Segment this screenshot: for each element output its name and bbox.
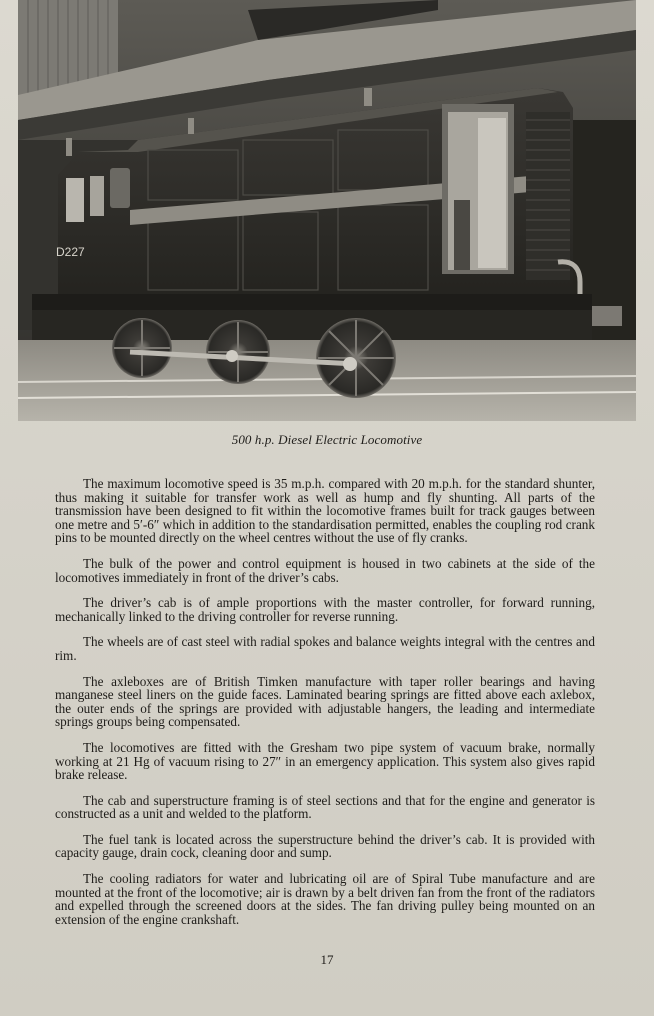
page-number: 17 — [320, 952, 334, 967]
paragraph-power-equipment: The bulk of the power and control equipment is housed in two cabinets at the side of the locomotives immediately in front of the driver’s cabs. — [55, 555, 595, 585]
locomotive-photograph — [18, 0, 636, 421]
paragraph-framing: The cab and superstructure framing is of steel sections and that for the engine and generator is constructed as a unit and welded to the platform. — [55, 792, 595, 822]
paragraph-axleboxes: The axleboxes are of British Timken manufacture with taper roller bearings and having manganese steel liners on the guide faces. Laminated bearing springs are fitted above each axlebox, the outer ends of the springs are provided with adjustable hangers, the leading and intermediate springs groups being compensated. — [55, 673, 595, 730]
body-text — [55, 477, 595, 938]
number-plate-text: D227 — [56, 245, 85, 259]
photo-caption: 500 h.p. Diesel Electric Locomotive — [231, 432, 423, 447]
paragraph-drivers-cab: The driver’s cab is of ample proportions with the master controller, for forward running, mechanically linked to the driving controller for reverse running. — [55, 595, 595, 624]
paragraph-speed: The maximum locomotive speed is 35 m.p.h. compared with 20 m.p.h. for the standard shunter, thus making it suitable for transfer work as well as hump and fly shunting. All parts of the transmission have been designed to fit within the locomotive frames built for track gauges between one metre and 5′-6″ which in addition to the standardisation permitted, enables the coupling rod crank pins to be mounted directly on the wheel centres without the use of fly cranks. — [55, 476, 595, 546]
paragraph-brakes: The locomotives are fitted with the Gresham two pipe system of vacuum brake, normally working at 21 Hg of vacuum rising to 27″ in an emergency application. This system also gives rapid brake release. — [55, 739, 595, 783]
paragraph-fuel-tank: The fuel tank is located across the superstructure behind the driver’s cab. It is provided with capacity gauge, drain cock, cleaning door and sump. — [55, 831, 595, 861]
paragraph-cooling: The cooling radiators for water and lubricating oil are of Spiral Tube manufacture and are mounted at the front of the locomotive; air is drawn by a belt driven fan from the front of the radiators and expelled through the screened doors at the sides. The fan driving pulley being mounted on an extension of the engine crankshaft. — [55, 871, 595, 927]
paragraph-wheels: The wheels are of cast steel with radial spokes and balance weights integral with the centres and rim. — [55, 634, 595, 663]
